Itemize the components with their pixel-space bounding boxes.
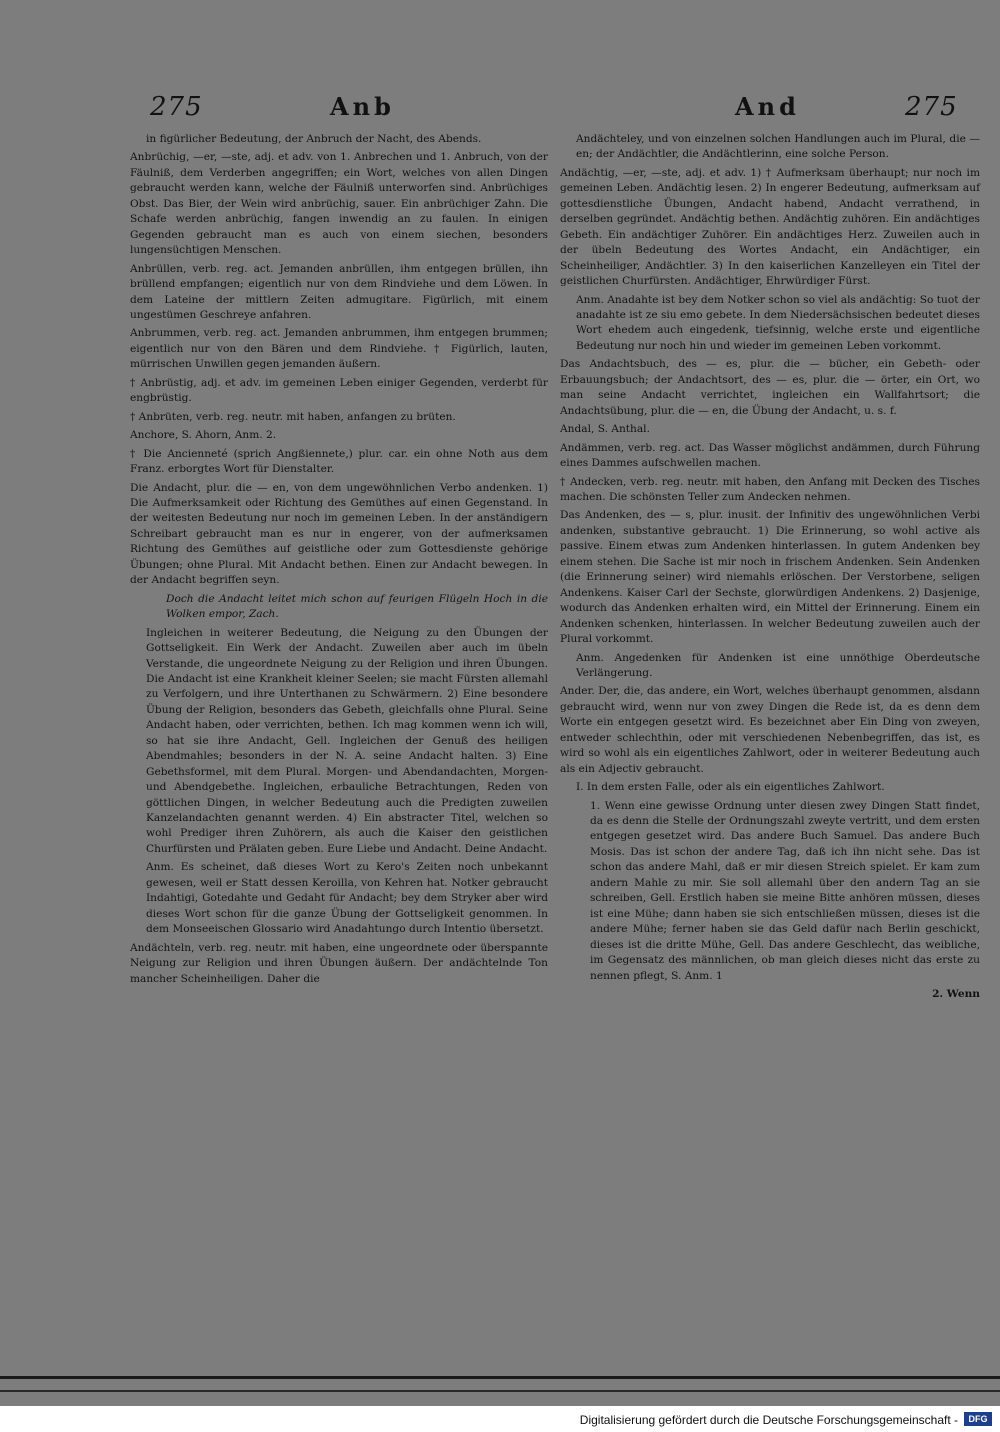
entry-andaechtig-note: Anm. Anadahte ist bey dem Notker schon so viel als andächtig: So tuot der anadahte ist ze siu emo gebete. In dem Niedersächsischen bedeutet dieses Wort ehedem auch eingedenk, tiefsinnig, welche erste und eigentliche Bedeutung nur noch hin und wieder im gemeinen Leben vorkommt. (576, 293, 980, 352)
entry-andal: Andal, S. Anthal. (560, 423, 650, 436)
running-head-left: Anb (330, 92, 395, 121)
verse-quote: Doch die Andacht leitet mich schon auf feurigen Flügeln Hoch in die Wolken empor, Zach. (166, 592, 548, 621)
entry-anbruestig: † Anbrüstig, adj. et adv. im gemeinen Leben einiger Gegenden, verderbt für engbrüstig. (130, 376, 548, 405)
bottom-rule (0, 1376, 1000, 1379)
entry-andacht-continued: Ingleichen in weiterer Bedeutung, die Neigung zu den Übungen der Gottseligkeit. Ein Werk der Andacht. Zuweilen aber auch im übeln Verstande, die ungeordnete Neigung zu der Religion und ihren Übungen. Die Andacht ist eine Krankheit kleiner Seelen; sie macht Fürsten allemahl zu Verfolgern, und ihre Unterthanen zu Schwärmern. 2) Eine besondere Übung der Religion, besonders das Gebeth, gleichfalls ohne Plural. Seine Andacht haben, oder verrichten, bethen. Ich mag kommen wenn ich will, so hat sie ihre Andacht, Gell. Ingleichen der Genuß des heiligen Abendmahles; besonders in der N. A. seine Andacht halten. 3) Eine Gebethsformel, mit dem Plural. Morgen- und Abendandachten, Morgen- und Abendgebethe. Ingleichen, erbauliche Betrachtungen, Reden von göttlichen Dingen, in welcher Bedeutung auch die Predigten zuweilen Kanzelandachten genannt werden. 4) Ein abstracter Titel, welchen so wohl Prediger ihren Zuhörern, als auch die Kaiser den geistlichen Churfürsten und Prälaten geben. Eure Liebe und Andacht. Deine Andacht. (146, 626, 548, 855)
page-number-right: 275 (905, 92, 958, 122)
entry-anciennete: † Die Ancienneté (sprich Angßiennete,) plur. car. ein ohne Noth aus dem Franz. erborgtes Wort für Dienstalter. (130, 447, 548, 476)
entry-andaechteln: Andächteln, verb. reg. neutr. mit haben, eine ungeordnete oder überspannte Neigung zur Religion und ihren Übungen äußern. Der andächtelnde Ton mancher Scheinheiligen. Daher die (130, 941, 548, 985)
funding-credit: Digitalisierung gefördert durch die Deutsche Forschungsgemeinschaft - (579, 1413, 958, 1427)
entry-andaemmen: Andämmen, verb. reg. act. Das Wasser möglichst andämmen, durch Führung eines Dammes aufschwellen machen. (560, 441, 980, 470)
right-column (560, 132, 980, 1005)
entry-ander-section-one: I. In dem ersten Falle, oder als ein eigentliches Zahlwort. (576, 781, 885, 794)
entry-continuation: in figürlicher Bedeutung, der Anbruch der Nacht, des Abends. (146, 133, 482, 145)
entry-andecken: † Andecken, verb. reg. neutr. mit haben, den Anfang mit Decken des Tisches machen. Die schönsten Teller zum Andecken nehmen. (560, 475, 980, 503)
running-head-right: And (735, 92, 800, 121)
dfg-logo-icon: DFG (964, 1412, 992, 1426)
entry-ander-point-one: 1. Wenn eine gewisse Ordnung unter diesen zwey Dingen Statt findet, da es denn die Stelle der Ordnungszahl zweyte vertritt, und dem ersten entgegen gesetzet wird. Das andere Buch Samuel. Das andere Buch Mosis. Das ist schon der andere Tag, daß ich ihn nicht sehe. Das ist schon das andere Mahl, daß er mir diesen Streich spielet. Er kam zum andern Mahle zu mir. Sie soll allemahl über den andern Tag an sie schreiben, Gell. Erstlich haben sie meine Bitte anhören müssen, dieses ist eine Mühe; dann haben sie sich entschließen müssen, dieses ist die andere Mühe; ferner haben sie das Geld dafür nach Berlin geschickt, dieses ist die dritte Mühe, Gell. Das andere Geschlecht, das weibliche, im Gegensatz des männlichen, ob man gleich dieses nicht das erste zu nennen pflegt, S. Anm. 1 (590, 799, 980, 982)
entry-andaechteley: Andächteley, und von einzelnen solchen Handlungen auch im Plural, die — en; der Andächtler, die Andächtlerinn, eine solche Person. (576, 133, 980, 161)
entry-andaechtig: Andächtig, —er, —ste, adj. et adv. 1) † Aufmerksam überhaupt; nur noch im gemeinen Leben. Andächtig lesen. 2) In engerer Bedeutung, aufmerksam auf gottesdienstliche Übungen, Andacht habend, Andacht verrathend, in derselben gegründet. Andächtig bethen. Andächtig zuhören. Ein andächtiges Gebeth. Ein andächtiger Zuhörer. Ein andächtiges Herz. Zuweilen auch in der übeln Bedeutung des Wortes Andacht, ein Andächtiger, ein Scheinheiliger, Andächtler. 3) In den kaiserlichen Kanzelleyen ein Titel der geistlichen Churfürsten. Andächtiger, Ehrwürdiger Fürst. (560, 166, 980, 288)
entry-anbruellen: Anbrüllen, verb. reg. act. Jemanden anbrüllen, ihm entgegen brüllen, ihn brüllend empfangen; eigentlich nur von dem Rindviehe und dem Löwen. In dem Lateine der mittlern Zeiten admugitare. Figürlich, mit einem ungestümen Geschreye anfahren. (130, 262, 548, 321)
entry-anbruechig: Anbrüchig, —er, —ste, adj. et adv. von 1. Anbrechen und 1. Anbruch, von der Fäulniß, dem Verderben angegriffen; ein Wort, welches von allen Dingen gebraucht werden kann, welche der Fäulniß unterworfen sind. Anbrüchiges Obst. Das Bier, der Wein wird anbrüchig, sauer. Ein anbrüchiger Zahn. Die Schafe werden anbrüchig, fangen inwendig an zu faulen. In einigen Gegenden gebraucht man es auch von einem siechen, besonders lungensüchtigen Menschen. (130, 151, 548, 257)
entry-andachtsbuch: Das Andachtsbuch, des — es, plur. die — bücher, ein Gebeth- oder Erbauungsbuch; der Andachtsort, des — es, plur. die — örter, ein Ort, wo man seine Andacht verrichtet, ingleichen ein Wallfahrtsort; die Andachtsübung, plur. die — en, die Übung der Andacht, u. s. f. (560, 358, 980, 417)
catchword: 2. Wenn (932, 988, 980, 1001)
page-number-left: 275 (150, 92, 203, 122)
entry-anbrueten: † Anbrüten, verb. reg. neutr. mit haben, anfangen zu brüten. (130, 410, 456, 423)
bottom-rule-secondary (0, 1390, 1000, 1392)
left-column (130, 132, 548, 990)
entry-andacht: Die Andacht, plur. die — en, von dem ungewöhnlichen Verbo andenken. 1) Die Aufmerksamkeit oder Richtung des Gemüthes auf einen Gegenstand. In der weitesten Bedeutung nur noch im gemeinen Leben. In der anständigern Schreibart gebraucht man es nur in engerer, von der aufmerksamen Richtung des Gemüthes auf geistliche oder zum Gottesdienste gehörige Übungen; ohne Plural. Mit Andacht bethen. Einen zur Andacht bewegen. In der Andacht begriffen seyn. (130, 481, 548, 587)
entry-anchore: Anchore, S. Ahorn, Anm. 2. (130, 429, 277, 442)
entry-anbrummen: Anbrummen, verb. reg. act. Jemanden anbrummen, ihm entgegen brummen; eigentlich nur von den Bären und dem Rindviehe. † Figürlich, lauten, mürrischen Unwillen gegen jemanden äußern. (130, 327, 548, 371)
entry-andenken-note: Anm. Angedenken für Andenken ist eine unnöthige Oberdeutsche Verlängerung. (576, 651, 980, 679)
entry-andacht-note: Anm. Es scheinet, daß dieses Wort zu Kero's Zeiten noch unbekannt gewesen, weil er Statt dessen Keroilla, von Kehren hat. Notker gebraucht Indahtigi, Gotedahte und Gedaht für Andacht; bey dem Stryker aber wird dieses Wort schon für die ganze Übung der Gottseligkeit genommen. In dem Monseeischen Glossario wird Anadahtungo durch Intentio übersetzt. (146, 861, 548, 936)
entry-ander: Ander. Der, die, das andere, ein Wort, welches überhaupt genommen, alsdann gebraucht wird, wenn nur von zwey Dingen die Rede ist, da es denn dem Worte ein entgegen gesetzt wird. Es bezeichnet aber Ein Ding von zweyen, entweder schlechthin, oder mit verschiedenen Nebenbegriffen, das ist, es wird so wohl als ein eigentliches Zahlwort, oder in weiterer Bedeutung auch als ein Adjectiv gebraucht. (560, 685, 980, 775)
entry-andenken: Das Andenken, des — s, plur. inusit. der Infinitiv des ungewöhnlichen Verbi andenken, substantive gebraucht. 1) Die Erinnerung, so wohl active als passive. Einem etwas zum Andenken hinterlassen. In gutem Andenken bey einem stehen. Die Sache ist mir noch in frischem Andenken. Sein Andenken (die Erinnerung seiner) wird niemahls erlöschen. Der Verstorbene, seligen Andenkens. Kaiser Carl der Sechste, glorwürdigen Andenkens. 2) Dasjenige, wodurch das Andenken erhalten wird, ein Mittel der Erinnerung. Einem ein Andenken schenken, hinterlassen. In welcher Bedeutung zuweilen auch der Plural vorkommt. (560, 509, 980, 646)
footer-bar (0, 1406, 1000, 1432)
